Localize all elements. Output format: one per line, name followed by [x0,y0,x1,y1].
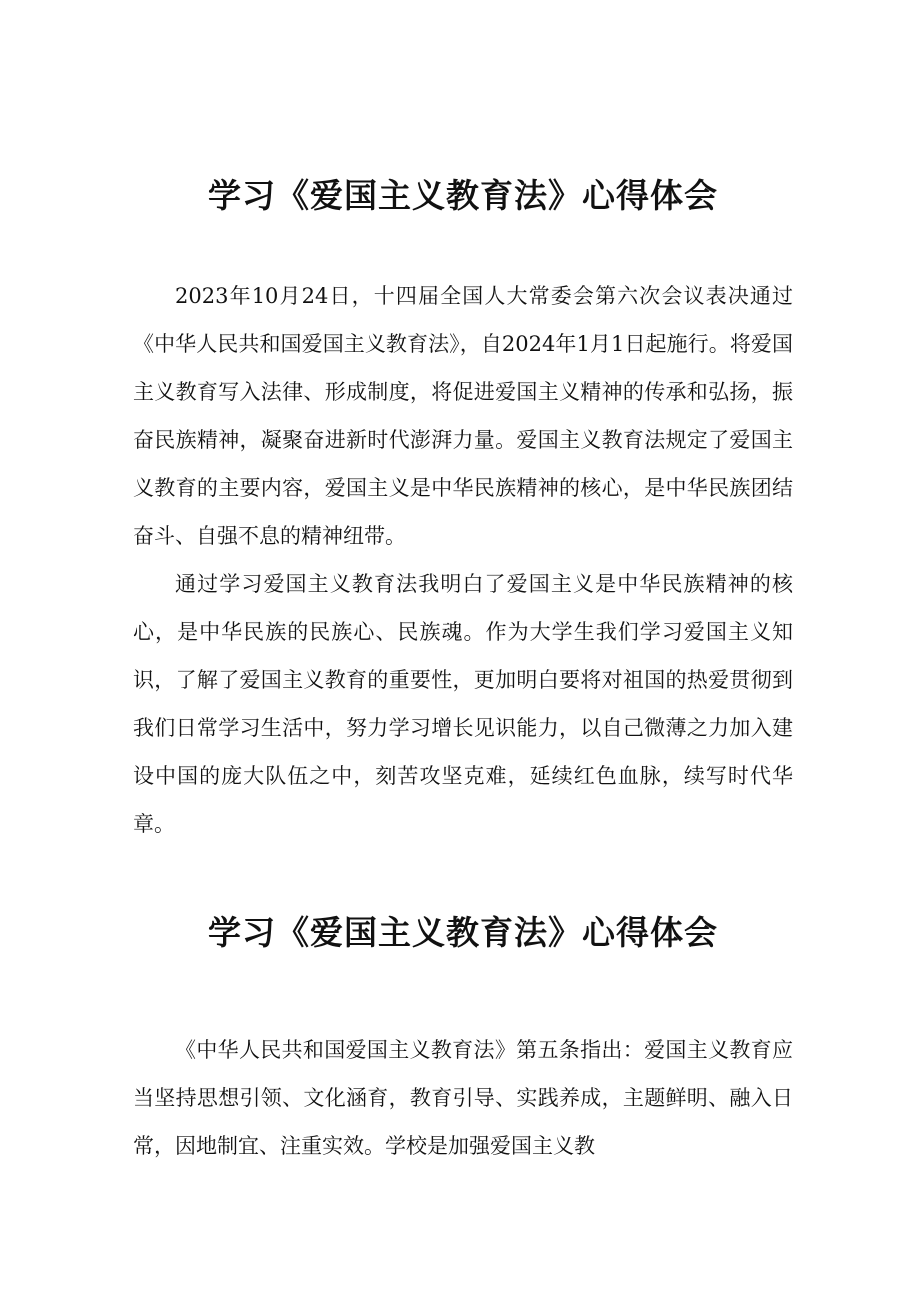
article-body [133,272,793,848]
paragraph: 通过学习爱国主义教育法我明白了爱国主义是中华民族精神的核心，是中华民族的民族心、民族魂。作为大学生我们学习爱国主义知识，了解了爱国主义教育的重要性，更加明白要将对祖国的热爱贯彻到我们日常学习生活中，努力学习增长见识能力，以自己微薄之力加入建设中国的庞大队伍之中，刻苦攻坚克难，延续红色血脉，续写时代华章。 [133,572,793,836]
paragraph: 2023年10月24日，十四届全国人大常委会第六次会议表决通过《中华人民共和国爱国主义教育法》，自2024年1月1日起施行。将爱国主义教育写入法律、形成制度，将促进爱国主义精神的传承和弘扬，振奋民族精神，凝聚奋进新时代澎湃力量。爱国主义教育法规定了爱国主义教育的主要内容，爱国主义是中华民族精神的核心，是中华民族团结奋斗、自强不息的精神纽带。 [133,284,793,548]
article-title: 学习《爱国主义教育法》心得体会 [208,176,718,215]
article-title: 学习《爱国主义教育法》心得体会 [208,913,718,952]
article-section-2 [133,905,793,1170]
paragraph: 《中华人民共和国爱国主义教育法》第五条指出：爱国主义教育应当坚持思想引领、文化涵育，教育引导、实践养成，主题鲜明、融入日常，因地制宜、注重实效。学校是加强爱国主义教 [133,1038,793,1158]
article-body [133,1026,793,1170]
article-section-1 [133,168,793,848]
